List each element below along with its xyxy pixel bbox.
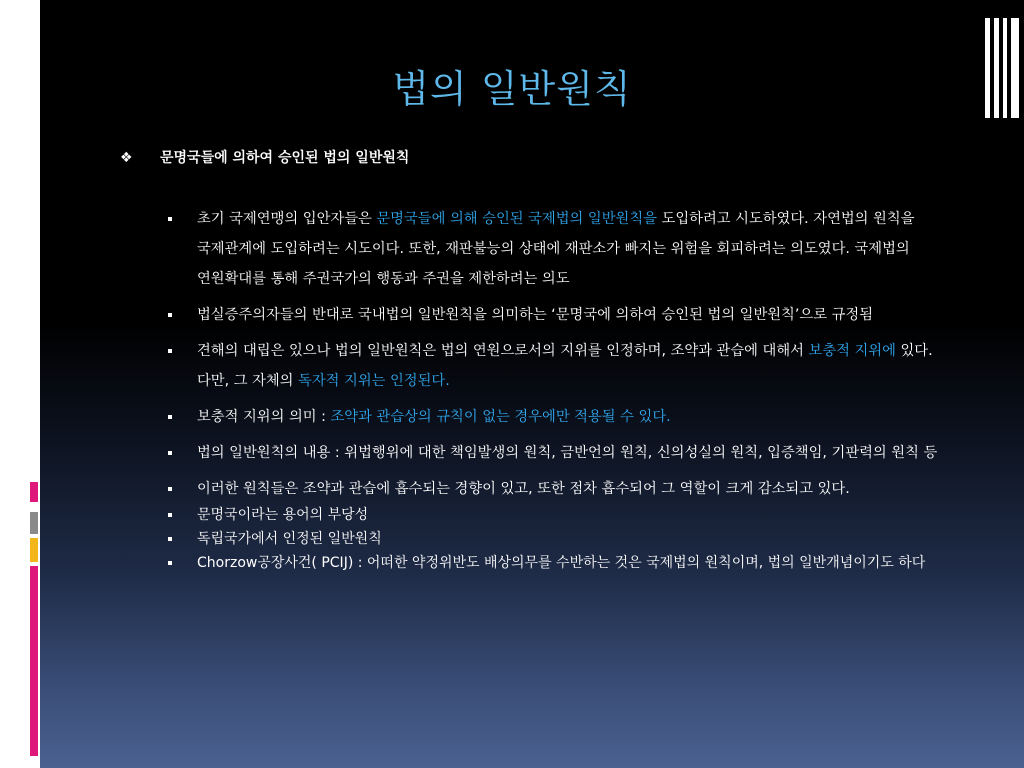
bullet-list <box>165 204 965 576</box>
list-item: Chorzow공장사건( PCIJ) : 어떠한 약정위반도 배상의무를 수반하는 것은 국제법의 원칙이며, 법의 일반개념이기도 하다 <box>165 552 965 574</box>
highlight-text: 보충적 지위에 <box>808 343 896 359</box>
square-bullet-icon <box>168 537 172 541</box>
decor-bar-yellow <box>30 538 38 562</box>
diamond-bullet-icon: ❖ <box>120 150 133 166</box>
list-item: 이러한 원칙들은 조약과 관습에 흡수되는 경향이 있고, 또한 점차 흡수되어 그 역할이 크게 감소되고 있다. <box>165 474 965 504</box>
slide-title: 법의 일반원칙 <box>392 67 632 111</box>
square-bullet-icon <box>168 451 172 455</box>
highlight-text: 문명국들에 의해 승인된 국제법의 일반원칙을 <box>376 211 657 227</box>
decor-bar-pink-top <box>30 482 38 502</box>
square-bullet-icon <box>168 513 172 517</box>
list-item: 보충적 지위의 의미 : 조약과 관습상의 규칙이 없는 경우에만 적용될 수 있다. <box>165 402 965 432</box>
list-item: 법실증주의자들의 반대로 국내법의 일반원칙을 의미하는 ‘문명국에 의하여 승인된 법의 일반원칙’으로 규정됨 <box>165 300 965 330</box>
decor-bar-gray <box>30 512 38 534</box>
highlight-text: 독자적 지위는 인정된다. <box>298 373 450 389</box>
list-item: 견해의 대립은 있으나 법의 일반원칙은 법의 연원으로서의 지위를 인정하며, 조약과 관습에 대해서 보충적 지위에 있다. 다만, 그 자체의 독자적 지위는 인정된다. <box>165 336 965 396</box>
square-bullet-icon <box>168 561 172 565</box>
square-bullet-icon <box>168 349 172 353</box>
list-item: 초기 국제연맹의 입안자들은 문명국들에 의해 승인된 국제법의 일반원칙을 도입하려고 시도하였다. 자연법의 원칙을 국제관계에 도입하려는 시도이다. 또한, 재판불능의 상태에 재판소가 빠지는 위험을 회피하려는 의도였다. 국제법의 연원확대를 통해 주권국가의 행동과 주권을 제한하려는 의도 <box>165 204 965 294</box>
list-item: 법의 일반원칙의 내용 : 위법행위에 대한 책임발생의 원칙, 금반언의 원칙, 신의성실의 원칙, 입증책임, 기판력의 원칙 등 <box>165 438 965 468</box>
heading-text: 문명국들에 의하여 승인된 법의 일반원칙 <box>160 150 410 166</box>
square-bullet-icon <box>168 313 172 317</box>
list-item: 문명국이라는 용어의 부당성 <box>165 504 965 526</box>
square-bullet-icon <box>168 487 172 491</box>
highlight-text: 조약과 관습상의 규칙이 없는 경우에만 적용될 수 있다. <box>330 409 671 425</box>
list-item: 독립국가에서 인정된 일반원칙 <box>165 528 965 550</box>
square-bullet-icon <box>168 217 172 221</box>
decor-bar-pink-bottom <box>30 566 38 756</box>
square-bullet-icon <box>168 415 172 419</box>
